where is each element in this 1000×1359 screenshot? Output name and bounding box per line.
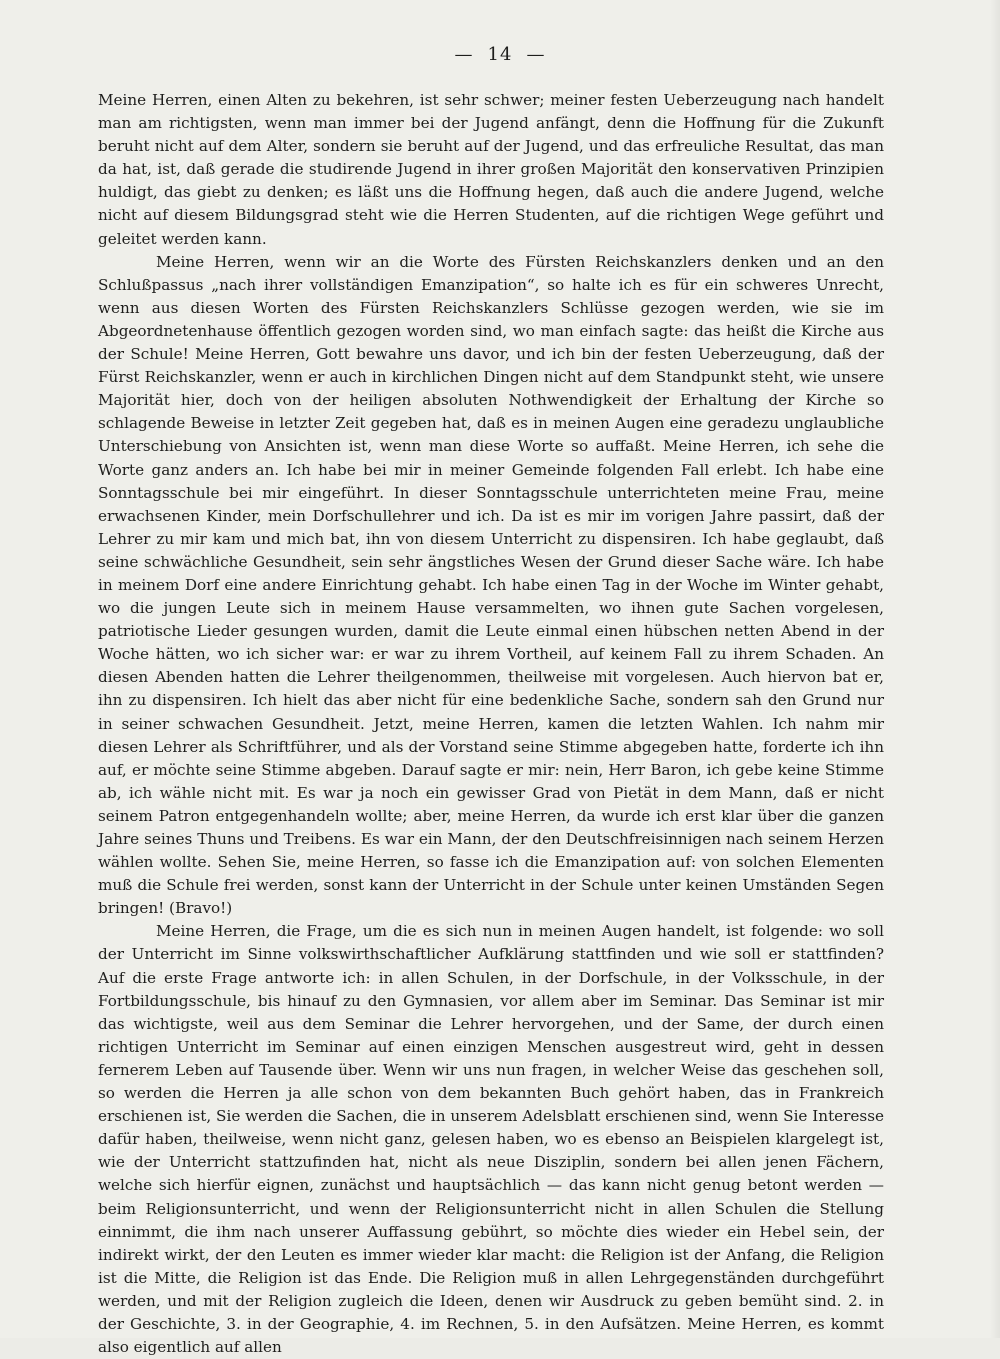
paragraph-3: Meine Herren, die Frage, um die es sich nun in meinen Augen handelt, ist folgende: wo soll der Unterricht im Sinne volkswirthschaftlicher Aufklärung stattfinden und wie soll er stattfinden? Auf die erste Frage antworte ich: in allen Schulen, in der Dorfschule, in der Volksschule, in der Fortbildungsschule, bis hinauf zu den Gymnasien, vor allem aber im Seminar. Das Seminar ist mir das wichtigste, weil aus dem Seminar die Lehrer hervorgehen, und der Same, der durch einen richtigen Unterricht im Seminar auf einen einzigen Menschen ausgestreut wird, geht in dessen fernerem Leben auf Tausende über. Wenn wir uns nun fragen, in welcher Weise das geschehen soll, so werden die Herren ja alle schon von dem bekannten Buch gehört haben, das in Frankreich erschienen ist, Sie werden die Sachen, die in unserem Adelsblatt erschienen sind, wenn Sie Interesse dafür haben, theilweise, wenn nicht ganz, gelesen haben, wo es ebenso an Beispielen klargelegt ist, wie der Unterricht stattzufinden hat, nicht als neue Disziplin, sondern bei allen jenen Fächern, welche sich hierfür eignen, zunächst und hauptsächlich — das kann nicht genug betont werden — beim Religionsunterricht, und wenn der Religionsunterricht nicht in allen Schulen die Stellung einnimmt, die ihm nach unserer Auffassung gebührt, so möchte dies wieder ein Hebel sein, der indirekt wirkt, der den Leuten es immer wieder klar macht: die Religion ist der Anfang, die Religion ist die Mitte, die Religion ist das Ende. Die Religion muß in allen Lehrgegenständen durchgeführt werden, und mit der Religion zugleich die Ideen, denen wir Ausdruck zu geben bemüht sind. 2. in der Geschichte, 3. in der Geographie, 4. im Rechnen, 5. in den Aufsätzen. Meine Herren, es kommt also eigentlich auf allen (98, 922, 884, 1357)
body-text (98, 89, 884, 1359)
page-edge-shadow (990, 0, 1000, 1338)
page-number: 14 (487, 44, 513, 65)
paragraph-2: Meine Herren, wenn wir an die Worte des Fürsten Reichskanzlers denken und an den Schlußpassus „nach ihrer vollständigen Emanzipation“, so halte ich es für ein schweres Unrecht, wenn aus diesen Worten des Fürsten Reichskanzlers Schlüsse gezogen werden, wie sie im Abgeordnetenhause öffentlich gezogen worden sind, wo man einfach sagte: das heißt die Kirche aus der Schule! Meine Herren, Gott bewahre uns davor, und ich bin der festen Ueberzeugung, daß der Fürst Reichskanzler, wenn er auch in kirchlichen Dingen nicht auf dem Standpunkt steht, wie unsere Majorität hier, doch von der heiligen absoluten Nothwendigkeit der Erhaltung der Kirche so schlagende Beweise in letzter Zeit gegeben hat, daß es in meinen Augen eine geradezu unglaubliche Unterschiebung von Ansichten ist, wenn man diese Worte so auffaßt. Meine Herren, ich sehe die Worte ganz anders an. Ich habe bei mir in meiner Gemeinde folgenden Fall erlebt. Ich habe eine Sonntagsschule bei mir eingeführt. In dieser Sonntagsschule unterrichteten meine Frau, meine erwachsenen Kinder, mein Dorfschullehrer und ich. Da ist es mir im vorigen Jahre passirt, daß der Lehrer zu mir kam und mich bat, ihn von diesem Unterricht zu dispensiren. Ich habe geglaubt, daß seine schwächliche Gesundheit, sein sehr ängstliches Wesen der Grund dieser Sache wäre. Ich habe in meinem Dorf eine andere Einrichtung gehabt. Ich habe einen Tag in der Woche im Winter gehabt, wo die jungen Leute sich in meinem Hause versammelten, wo ihnen gute Sachen vorgelesen, patriotische Lieder gesungen wurden, damit die Leute einmal einen hübschen netten Abend in der Woche hätten, wo ich sicher war: er war zu ihrem Vortheil, auf keinem Fall zu ihrem Schaden. An diesen Abenden hatten die Lehrer theilgenommen, theilweise mit vorgelesen. Auch hiervon bat er, ihn zu dispensiren. Ich hielt das aber nicht für eine bedenkliche Sache, sondern sah den Grund nur in seiner schwachen Gesundheit. Jetzt, meine Herren, kamen die letzten Wahlen. Ich nahm mir diesen Lehrer als Schriftführer, und als der Vorstand seine Stimme abgegeben hatte, forderte ich ihn auf, er möchte seine Stimme abgeben. Darauf sagte er mir: nein, Herr Baron, ich gebe keine Stimme ab, ich wähle nicht mit. Es war ja noch ein gewisser Grad von Pietät in dem Mann, daß er nicht seinem Patron entgegenhandeln wollte; aber, meine Herren, da wurde ich erst klar über die ganzen Jahre seines Thuns und Treibens. Es war ein Mann, der den Deutschfreisinnigen nach seinem Herzen wählen wollte. Sehen Sie, meine Herren, so fasse ich die Emanzipation auf: von solchen Elementen muß die Schule frei werden, sonst kann der Unterricht in der Schule unter keinen Umständen Segen bringen! (Bravo!) (98, 252, 884, 918)
page-number-dash-left: — (454, 44, 474, 65)
page-number-header (0, 44, 1000, 65)
paragraph-1: Meine Herren, einen Alten zu bekehren, ist sehr schwer; meiner festen Ueberzeugung nach handelt man am richtigsten, wenn man immer bei der Jugend anfängt, denn die Hoffnung für die Zukunft beruht nicht auf dem Alter, sondern sie beruht auf der Jugend, und das erfreuliche Resultat, das man da hat, ist, daß gerade die studirende Jugend in ihrer großen Majorität den konservativen Prinzipien huldigt, das giebt zu denken; es läßt uns die Hoffnung hegen, daß auch die andere Jugend, welche nicht auf diesem Bildungsgrad steht wie die Herren Studenten, auf die richtigen Wege geführt und geleitet werden kann. (98, 91, 884, 248)
page-number-dash-right: — (526, 44, 546, 65)
